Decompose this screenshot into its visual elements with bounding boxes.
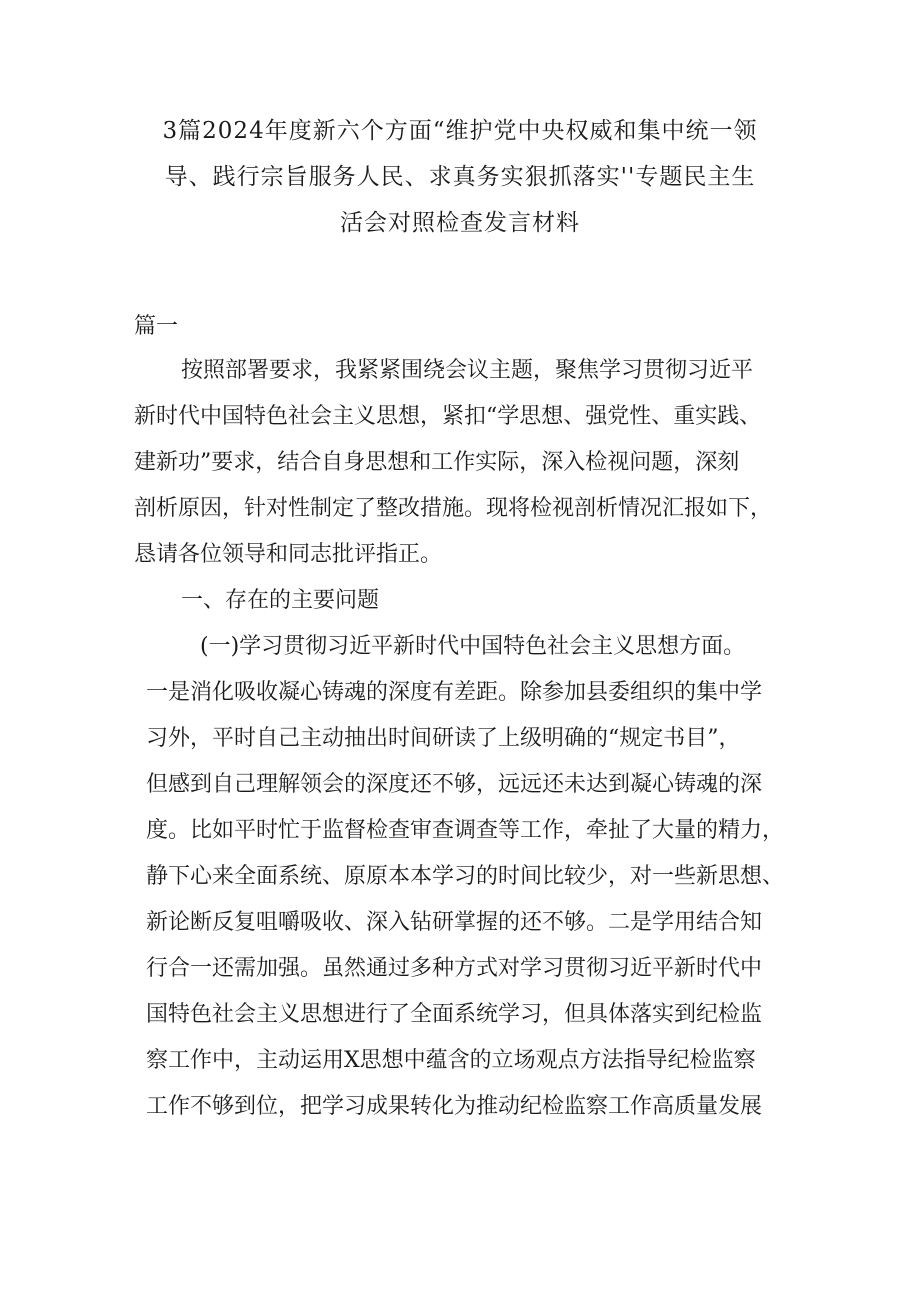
paragraph-line: (一)学习贯彻习近平新时代中国特色社会主义思想方面。 bbox=[200, 634, 746, 659]
paragraph-line: 行合一还需加强。虽然通过多种方式对学习贯彻习近平新时代中 bbox=[146, 956, 763, 981]
paragraph-line: 度。比如平时忙于监督检查审查调查等工作，牵扯了大量的精力， bbox=[146, 818, 785, 843]
title-line-2: 导、践行宗旨服务人民、求真务实狠抓落实''专题民主生 bbox=[164, 164, 756, 190]
paragraph-line: 察工作中，主动运用X思想中蕴含的立场观点方法指导纪检监察 bbox=[146, 1048, 756, 1073]
paragraph-line: 新时代中国特色社会主义思想，紧扣“学思想、强党性、重实践、 bbox=[134, 404, 762, 429]
section-heading: 一、存在的主要问题 bbox=[181, 588, 380, 613]
paragraph-line: 但感到自己理解领会的深度还不够，远远还未达到凝心铸魂的深 bbox=[146, 772, 763, 797]
document-title bbox=[140, 108, 780, 246]
title-line-3: 活会对照检查发言材料 bbox=[340, 210, 580, 236]
paragraph-line: 静下心来全面系统、原原本本学习的时间比较少，对一些新思想、 bbox=[146, 864, 785, 889]
document-body bbox=[134, 348, 794, 1130]
paragraph-line: 按照部署要求，我紧紧围绕会议主题，聚焦学习贯彻习近平 bbox=[181, 358, 754, 383]
paragraph-line: 习外，平时自己主动抽出时间研读了上级明确的“规定书目”， bbox=[146, 726, 741, 751]
paragraph-line: 建新功”要求，结合自身思想和工作实际，深入检视问题，深刻 bbox=[134, 450, 740, 475]
paragraph-line: 剖析原因，针对性制定了整改措施。现将检视剖析情况汇报如下， bbox=[134, 496, 773, 521]
paragraph-line: 国特色社会主义思想进行了全面系统学习，但具体落实到纪检监 bbox=[146, 1002, 763, 1027]
section-label: 篇一 bbox=[134, 314, 179, 339]
paragraph-line: 工作不够到位，把学习成果转化为推动纪检监察工作高质量发展 bbox=[146, 1094, 763, 1119]
paragraph-line: 恳请各位领导和同志批评指正。 bbox=[134, 542, 443, 567]
paragraph-line: 新论断反复咀嚼吸收、深入钻研掌握的还不够。二是学用结合知 bbox=[146, 910, 763, 935]
title-line-1: 3篇2024年度新六个方面“维护党中央权威和集中统一领 bbox=[162, 118, 758, 144]
paragraph-line: 一是消化吸收凝心铸魂的深度有差距。除参加县委组织的集中学 bbox=[146, 680, 763, 705]
